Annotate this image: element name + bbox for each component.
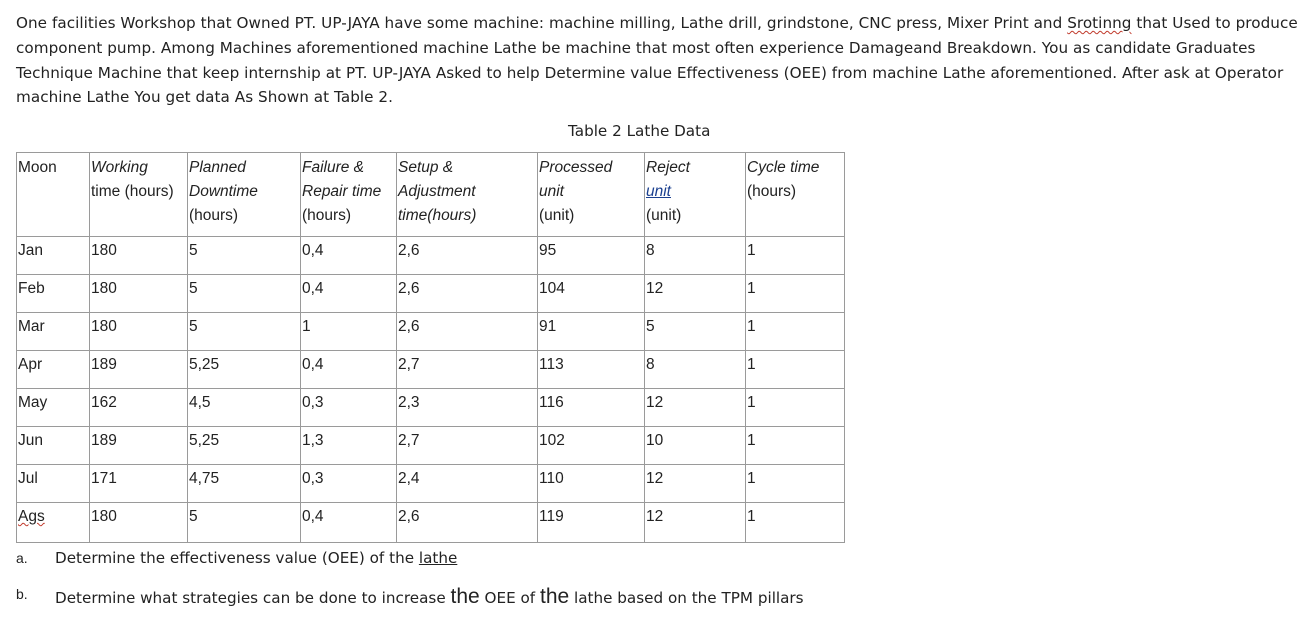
month-cell: May [17,389,90,427]
question-b-large-word: the [539,585,570,608]
table-cell: 1 [746,427,845,465]
intro-part-2: that Used to produce component pump. Among Machines aforementioned machine Lathe be machine that most often experience Damageand Breakdown. You as candidate Graduates Technique Machine that keep internship at PT. UP-JAYA Asked to help Determine value Effectiveness (OEE) from machine Lathe aforementioned. After ask at Operator machine Lathe You get data As Shown at Table 2. [16,14,1298,107]
table-cell: 12 [645,389,746,427]
question-b-large-word: the [450,585,480,608]
table-caption: Table 2 Lathe Data [568,122,711,140]
table-cell: 0,4 [301,351,397,389]
column-header-line: Reject unit [646,159,690,200]
table-cell: 0,4 [301,275,397,313]
table-cell: 180 [90,237,188,275]
table-cell: 0,3 [301,465,397,503]
table-cell: 95 [538,237,645,275]
column-header [645,153,746,237]
table-cell: 171 [90,465,188,503]
column-header [746,153,845,237]
question-b-mid: OEE of [479,589,540,607]
table-cell: 189 [90,427,188,465]
table-cell: 113 [538,351,645,389]
month-cell: Jun [17,427,90,465]
table-cell: 1 [746,313,845,351]
month-cell: Apr [17,351,90,389]
table-cell: 1 [746,237,845,275]
table-cell: 5,25 [188,351,301,389]
question-a-underlined-word: lathe [418,549,458,567]
table-cell: 1 [301,313,397,351]
table-cell: 180 [90,313,188,351]
question-a-letter: a. [16,550,28,566]
table-row [17,465,845,503]
table-cell: 12 [645,503,746,543]
table-cell: 1 [746,465,845,503]
month-cell: Ags [17,503,90,543]
table-cell: 12 [645,275,746,313]
column-header-line: Working [91,159,148,176]
question-b-post: lathe based on the TPM pillars [569,589,804,607]
column-header [90,153,188,237]
table-cell: 5 [188,275,301,313]
table-cell: 0,4 [301,503,397,543]
question-b-pre: Determine what strategies can be done to increase [55,589,451,607]
column-header-line: unit [539,183,564,200]
table-cell: 2,4 [397,465,538,503]
table-cell: 2,6 [397,503,538,543]
column-header [188,153,301,237]
column-header-line: Adjustment [398,183,476,200]
column-header-line: (unit) [539,207,575,224]
month-cell: Feb [17,275,90,313]
table-row [17,351,845,389]
table-cell: 119 [538,503,645,543]
column-header-line: (hours) [302,207,352,224]
table-cell: 0,4 [301,237,397,275]
month-cell: Jul [17,465,90,503]
table-cell: 5 [188,237,301,275]
question-b-letter: b. [16,586,28,602]
table-cell: 4,75 [188,465,301,503]
table-cell: 189 [90,351,188,389]
question-b-text [55,585,804,609]
column-header-line: Processed [539,159,613,176]
table-cell: 2,6 [397,237,538,275]
column-header-line: Planned [189,159,246,176]
lathe-data-table [16,152,845,543]
question-a-text [55,549,457,567]
table-cell: 2,3 [397,389,538,427]
table-cell: 102 [538,427,645,465]
column-header-line: Moon [18,159,57,176]
table-cell: 1 [746,503,845,543]
table-cell: 5 [645,313,746,351]
column-header-line: (unit) [646,207,682,224]
table-row [17,389,845,427]
table-cell: 91 [538,313,645,351]
column-header-line: (hours) [189,207,239,224]
column-header [397,153,538,237]
table-header-row [17,153,845,237]
table-cell: 1 [746,351,845,389]
table-cell: 180 [90,503,188,543]
table-cell: 2,7 [397,427,538,465]
table-cell: 12 [645,465,746,503]
table-cell: 8 [645,237,746,275]
table-cell: 180 [90,275,188,313]
table-cell: 1,3 [301,427,397,465]
spellcheck-flagged-word: Srotinng [1067,14,1132,32]
table-cell: 5 [188,313,301,351]
table-cell: 0,3 [301,389,397,427]
column-header-line: (hours) [747,183,797,200]
table-cell: 2,6 [397,313,538,351]
column-header-line: time (hours) [91,183,174,200]
table-cell: 116 [538,389,645,427]
column-header [17,153,90,237]
table-cell: 8 [645,351,746,389]
table-cell: 4,5 [188,389,301,427]
table-cell: 5 [188,503,301,543]
table-cell: 1 [746,389,845,427]
column-header-line: Failure & [302,159,365,176]
column-header-line: time(hours) [398,207,477,224]
table-cell: 104 [538,275,645,313]
table-row [17,313,845,351]
problem-statement [16,11,1308,110]
table-cell: 162 [90,389,188,427]
table-cell: 1 [746,275,845,313]
column-header-line: Setup & [398,159,454,176]
column-header-line: Cycle time [747,159,820,176]
column-header-line: Repair time [302,183,382,200]
table-row [17,275,845,313]
table-cell: 2,7 [397,351,538,389]
table-cell: 10 [645,427,746,465]
table-cell: 5,25 [188,427,301,465]
table-cell: 110 [538,465,645,503]
table-cell: 2,6 [397,275,538,313]
column-header [538,153,645,237]
month-cell: Jan [17,237,90,275]
month-cell: Mar [17,313,90,351]
question-a-body: Determine the effectiveness value (OEE) of the [55,549,419,567]
column-header-line: Downtime [189,183,258,200]
column-header [301,153,397,237]
intro-part-1: One facilities Workshop that Owned PT. UP-JAYA have some machine: machine milling, Lathe drill, grindstone, CNC press, Mixer Print and [16,14,1068,32]
table-row [17,237,845,275]
table-row [17,427,845,465]
table-body [17,237,845,543]
table-row [17,503,845,543]
